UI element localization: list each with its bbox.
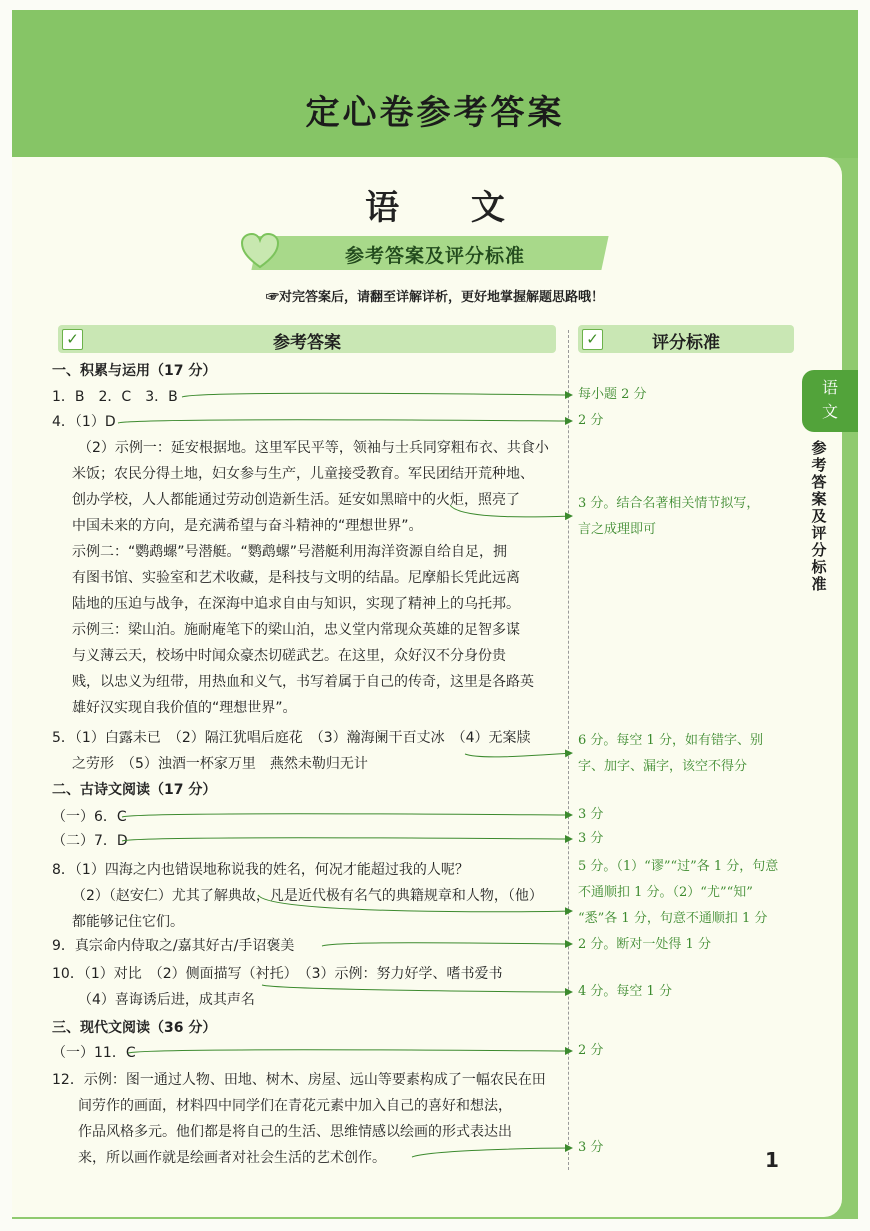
- score-line: 言之成理即可: [578, 522, 657, 537]
- side-vertical-char: 考: [811, 456, 827, 474]
- answer-line: 有图书馆、实验室和艺术收藏，是科技与文明的结晶。尼摩船长凭此远离: [72, 570, 520, 586]
- answer-line: 与义薄云天，校场中时闻众豪杰切磋武艺。在这里，众好汉不分身份贵: [72, 648, 506, 664]
- side-vertical-char: 标: [811, 558, 827, 576]
- subject-title: 语 文: [365, 188, 535, 228]
- score-line: 2 分。断对一处得 1 分: [578, 937, 711, 952]
- answer-line: 5．（1）白露未已 （2）隔江犹唱后庭花 （3）瀚海阑干百丈冰 （4）无案牍: [52, 730, 531, 746]
- score-line: 字、加字、漏字，该空不得分: [578, 759, 748, 774]
- score-header-label: 评分标准: [652, 333, 720, 353]
- side-vertical-char: 答: [811, 473, 827, 491]
- score-line: 3 分: [578, 1140, 604, 1155]
- answer-line: （2）示例一：延安根据地。这里军民平等，领袖与士兵同穿粗布衣、共食小: [78, 440, 549, 456]
- notice-text: ☞对完答案后，请翻至详解详析，更好地掌握解题思路哦！: [265, 290, 604, 305]
- answer-line: （2）（赵安仁）尤其了解典故，凡是近代极有名气的典籍规章和人物，（他）: [72, 888, 543, 904]
- answer-line: 贱，以忠义为纽带，用热血和义气，书写着属于自己的传奇，这里是各路英: [72, 674, 534, 690]
- side-vertical-label: [806, 440, 832, 593]
- score-line: 3 分: [578, 831, 604, 846]
- score-line: 6 分。每空 1 分，如有错字、别: [578, 733, 763, 748]
- answer-line: 10．（1）对比 （2）侧面描写（衬托） （3）示例：努力好学、嗜书爱书: [52, 966, 503, 982]
- answer-line: 示例二：“鹦鹉螺”号潜艇。“鹦鹉螺”号潜艇利用海洋资源自给自足，拥: [72, 544, 508, 560]
- answer-line: 9．真宗命内侍取之/嘉其好古/手诏褒美: [52, 938, 295, 954]
- section-heading: 二、古诗文阅读（17 分）: [52, 782, 217, 798]
- side-tab-char-2: 文: [821, 402, 838, 421]
- answer-line: 中国未来的方向，是充满希望与奋斗精神的“理想世界”。: [72, 518, 423, 534]
- score-line: 2 分: [578, 413, 604, 428]
- score-line: 2 分: [578, 1043, 604, 1058]
- ribbon-title: 参考答案及评分标准: [344, 245, 525, 267]
- answer-line: 雄好汉实现自我价值的“理想世界”。: [72, 700, 297, 716]
- answer-line: 4．（1）D: [52, 414, 116, 430]
- side-vertical-char: 准: [811, 575, 827, 593]
- side-vertical-char: 评: [811, 524, 827, 542]
- score-line: 每小题 2 分: [578, 387, 647, 402]
- answer-line: 作品风格多元。他们都是将自己的生活、思维情感以绘画的形式表达出: [78, 1124, 512, 1140]
- answer-line: 来，所以画作就是绘画者对社会生活的艺术创作。: [78, 1150, 386, 1166]
- answer-line: 之劳形 （5）浊酒一杯家万里 燕然未勒归无计: [72, 756, 368, 772]
- score-line: “悉”各 1 分，句意不通顺扣 1 分: [578, 911, 768, 926]
- score-line: 3 分。结合名著相关情节拟写，: [578, 496, 760, 511]
- answer-line: （一）6．C: [52, 809, 127, 825]
- answer-line: 8．（1）四海之内也错误地称说我的姓名，何况才能超过我的人呢？: [52, 862, 469, 878]
- answer-line: 陆地的压迫与战争，在深海中追求自由与知识，实现了精神上的乌托邦。: [72, 596, 520, 612]
- score-line: 5 分。（1）“谬”“过”各 1 分，句意: [578, 859, 779, 874]
- answer-line: 都能够记住它们。: [72, 914, 184, 930]
- side-vertical-char: 案: [811, 490, 827, 508]
- answer-line: 间劳作的画面，材料四中同学们在青花元素中加入自己的喜好和想法，: [78, 1098, 512, 1114]
- score-line: 4 分。每空 1 分: [578, 984, 672, 999]
- answer-line: 米饭；农民分得土地，妇女参与生产，儿童接受教育。军民团结开荒种地、: [72, 466, 534, 482]
- answer-line: （一）11．C: [52, 1045, 136, 1061]
- answer-line: 1．B 2．C 3．B: [52, 389, 178, 405]
- side-vertical-char: 参: [811, 439, 827, 457]
- page-number: 1: [765, 1148, 779, 1172]
- section-heading: 一、积累与运用（17 分）: [52, 363, 217, 379]
- answer-line: （4）喜诲诱后进，成其声名: [78, 992, 255, 1008]
- check-box-icon: ✓: [62, 329, 83, 350]
- answer-line: （二）7．D: [52, 833, 128, 849]
- answer-line: 示例三：梁山泊。施耐庵笔下的梁山泊，忠义堂内常现众英雄的足智多谋: [72, 622, 520, 638]
- side-vertical-char: 及: [811, 507, 827, 525]
- side-tab-char-1: 语: [821, 378, 838, 397]
- answer-line: 12．示例：图一通过人物、田地、树木、房屋、远山等要素构成了一幅农民在田: [52, 1072, 546, 1088]
- check-box-icon: ✓: [582, 329, 603, 350]
- score-line: 不通顺扣 1 分。（2）“尤”“知”: [578, 885, 753, 900]
- section-heading: 三、现代文阅读（36 分）: [52, 1020, 217, 1036]
- answer-header-label: 参考答案: [273, 333, 341, 353]
- answer-line: 创办学校，人人都能通过劳动创造新生活。延安如黑暗中的火炬，照亮了: [72, 492, 520, 508]
- subject-side-tab: [802, 370, 858, 432]
- score-line: 3 分: [578, 807, 604, 822]
- side-vertical-char: 分: [811, 541, 827, 559]
- banner-title: 定心卷参考答案: [305, 93, 565, 133]
